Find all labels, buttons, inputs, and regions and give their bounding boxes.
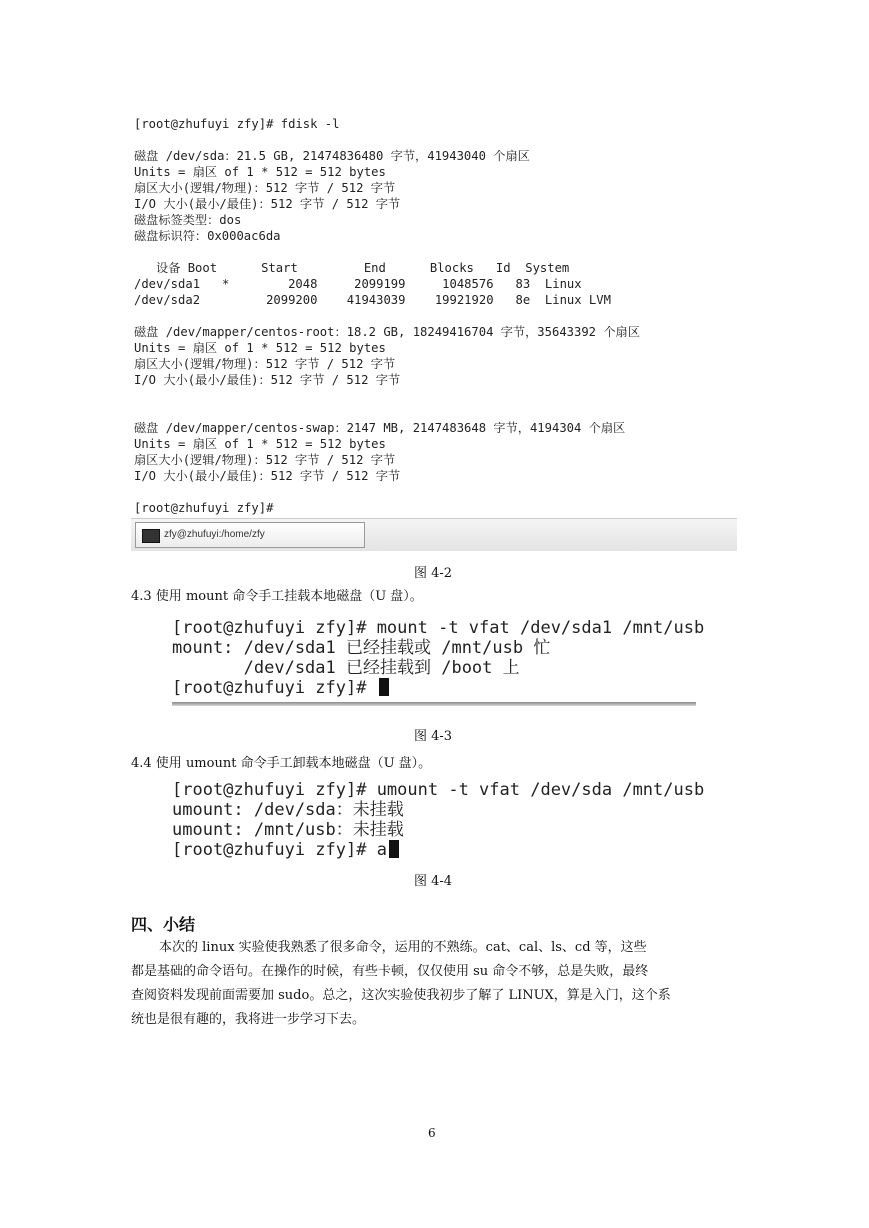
terminal-line: Units = 扇区 of 1 * 512 = 512 bytes xyxy=(134,341,386,355)
taskbar xyxy=(131,518,737,551)
terminal-line: 扇区大小(逻辑/物理)：512 字节 / 512 字节 xyxy=(134,181,396,195)
terminal-prompt xyxy=(172,840,399,860)
terminal-line: mount: /dev/sda1 已经挂载或 /mnt/usb 忙 xyxy=(172,638,551,658)
terminal-line: 磁盘 /dev/mapper/centos-root：18.2 GB, 18249416704 字节，35643392 个扇区 xyxy=(134,325,640,339)
cursor-icon xyxy=(389,840,399,858)
terminal-line: 磁盘标识符：0x000ac6da xyxy=(134,229,281,243)
terminal-line: [root@zhufuyi zfy]# fdisk -l xyxy=(134,117,340,131)
terminal-prompt-text: [root@zhufuyi zfy]# a xyxy=(172,840,387,860)
terminal-line: 设备 Boot Start End Blocks Id System xyxy=(134,261,570,275)
terminal-icon xyxy=(142,529,160,543)
figure-caption: 图 4-3 xyxy=(414,729,453,744)
section-heading-4-4: 4.4 使用 umount 命令手工卸载本地磁盘（U 盘）。 xyxy=(131,756,432,771)
terminal-prompt: [root@zhufuyi zfy]# xyxy=(134,501,274,515)
terminal-line: [root@zhufuyi zfy]# umount -t vfat /dev/sda /mnt/usb xyxy=(172,780,705,800)
page-number: 6 xyxy=(428,1126,436,1140)
terminal-line: Units = 扇区 of 1 * 512 = 512 bytes xyxy=(134,165,386,179)
terminal-line: I/O 大小(最小/最佳)：512 字节 / 512 字节 xyxy=(134,197,401,211)
figure-caption: 图 4-4 xyxy=(414,874,453,889)
cursor-icon xyxy=(379,678,389,696)
section-title: 四、小结 xyxy=(131,915,196,934)
terminal-line: 扇区大小(逻辑/物理)：512 字节 / 512 字节 xyxy=(134,357,396,371)
terminal-line: [root@zhufuyi zfy]# mount -t vfat /dev/sda1 /mnt/usb xyxy=(172,618,705,638)
taskbar-window-button[interactable] xyxy=(135,522,365,548)
terminal-screenshot-fdisk xyxy=(131,112,737,552)
terminal-line: 扇区大小(逻辑/物理)：512 字节 / 512 字节 xyxy=(134,453,396,467)
terminal-prompt xyxy=(172,678,389,698)
terminal-line: /dev/sda1 已经挂载到 /boot 上 xyxy=(172,658,520,678)
terminal-line: 磁盘 /dev/sda：21.5 GB, 21474836480 字节，41943040 个扇区 xyxy=(134,149,530,163)
terminal-line: I/O 大小(最小/最佳)：512 字节 / 512 字节 xyxy=(134,469,401,483)
terminal-line: 磁盘 /dev/mapper/centos-swap：2147 MB, 2147483648 字节，4194304 个扇区 xyxy=(134,421,626,435)
terminal-line: umount: /dev/sda：未挂载 xyxy=(172,800,404,820)
taskbar-window-label: zfy@zhufuyi:/home/zfy xyxy=(164,529,265,540)
divider xyxy=(172,702,696,706)
summary-line: 统也是很有趣的，我将进一步学习下去。 xyxy=(131,1012,366,1027)
terminal-line: umount: /mnt/usb：未挂载 xyxy=(172,820,404,840)
terminal-prompt-text: [root@zhufuyi zfy]# xyxy=(172,678,377,698)
terminal-screenshot-mount xyxy=(172,614,705,706)
summary-line: 都是基础的命令语句。在操作的时候，有些卡顿，仅仅使用 su 命令不够，总是失败，最终 xyxy=(131,964,649,979)
terminal-line: /dev/sda2 2099200 41943039 19921920 8e Linux LVM xyxy=(134,293,611,307)
section-heading-4-3: 4.3 使用 mount 命令手工挂载本地磁盘（U 盘）。 xyxy=(131,589,423,604)
figure-caption: 图 4-2 xyxy=(414,566,453,581)
summary-line: 查阅资料发现前面需要加 sudo。总之，这次实验使我初步了解了 LINUX，算是入门，这个系 xyxy=(131,988,671,1003)
summary-line: 本次的 linux 实验使我熟悉了很多命令，运用的不熟练。cat、cal、ls、cd 等，这些 xyxy=(159,940,647,955)
terminal-line: /dev/sda1 * 2048 2099199 1048576 83 Linux xyxy=(134,277,582,291)
terminal-screenshot-umount xyxy=(172,776,705,866)
terminal-line: 磁盘标签类型：dos xyxy=(134,213,242,227)
terminal-line: I/O 大小(最小/最佳)：512 字节 / 512 字节 xyxy=(134,373,401,387)
terminal-line: Units = 扇区 of 1 * 512 = 512 bytes xyxy=(134,437,386,451)
